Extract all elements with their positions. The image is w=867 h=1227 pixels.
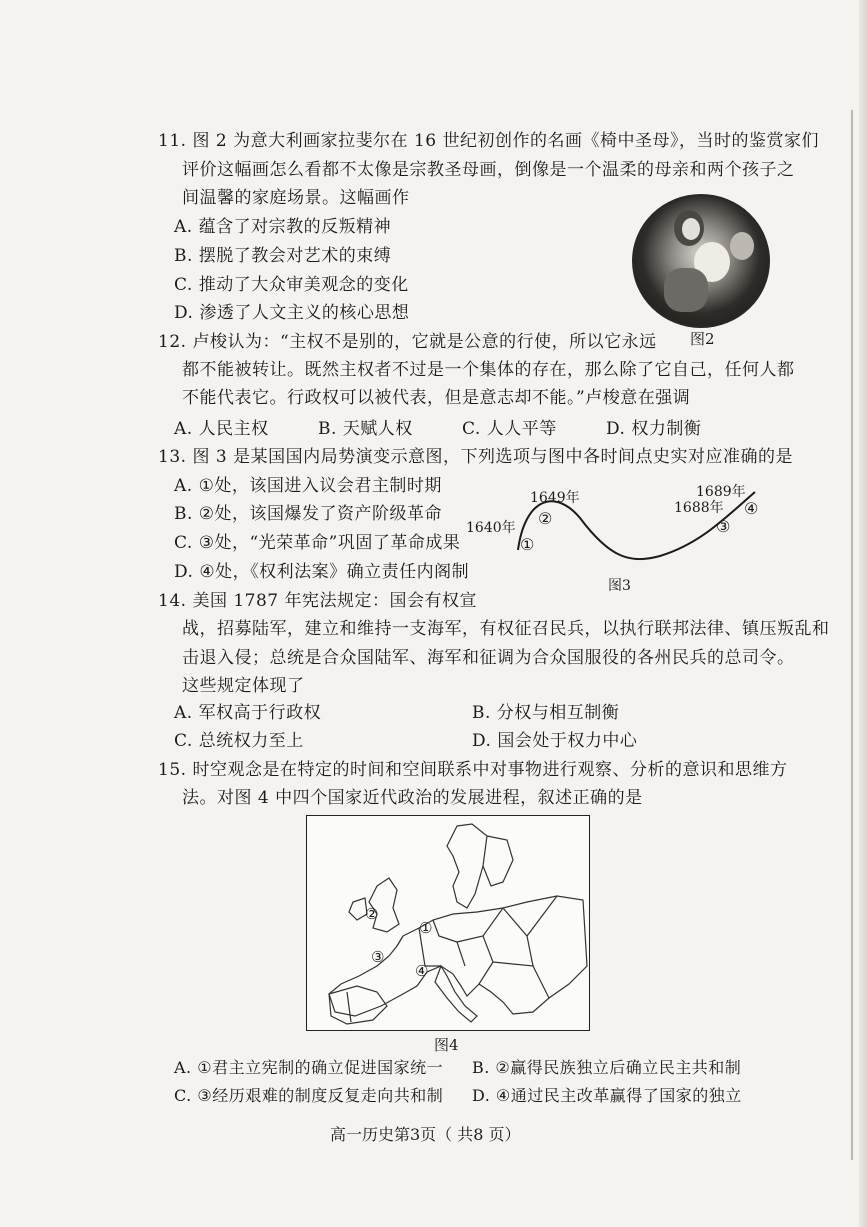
q11-option-a[interactable]: A. 蕴含了对宗教的反叛精神	[174, 217, 392, 237]
figure-4-label: 图4	[434, 1036, 459, 1054]
q14-option-a[interactable]: A. 军权高于行政权	[174, 703, 322, 723]
q14-stem-line-4: 这些规定体现了	[182, 676, 305, 696]
year-1640: 1640年	[466, 520, 516, 536]
border-balkans	[533, 966, 549, 998]
q14-option-b[interactable]: B. 分权与相互制衡	[472, 703, 620, 723]
year-1649: 1649年	[530, 490, 580, 506]
q13-option-a[interactable]: A. ①处，该国进入议会君主制时期	[174, 476, 442, 496]
q12-option-d[interactable]: D. 权力制衡	[606, 419, 702, 439]
page-footer: 高一历史第3页（ 共8 页）	[330, 1125, 521, 1144]
q15-option-d[interactable]: D. ④通过民主改革赢得了国家的独立	[472, 1086, 742, 1105]
q12-option-c[interactable]: C. 人人平等	[462, 419, 557, 439]
border-channel	[397, 936, 403, 946]
q11-option-d[interactable]: D. 渗透了人文主义的核心思想	[174, 303, 410, 323]
figure-2-label: 图2	[690, 330, 715, 348]
q14-stem-line-3: 击退入侵；总统是合众国陆军、海军和征调为合众国服役的各州民兵的总司令。	[182, 648, 795, 668]
q13-option-c[interactable]: C. ③处，“光荣革命”巩固了革命成果	[174, 533, 461, 553]
marker-1: ①	[520, 535, 535, 554]
q11-option-c[interactable]: C. 推动了大众审美观念的变化	[174, 275, 409, 295]
europe-outline	[307, 816, 589, 1030]
q11-stem-line-2: 评价这幅画怎么看都不太像是宗教圣母画，倒像是一个温柔的母亲和两个孩子之	[182, 160, 795, 180]
q13-option-b[interactable]: B. ②处，该国爆发了资产阶级革命	[174, 504, 443, 524]
map-marker-1: ①	[419, 919, 433, 937]
map-marker-2: ②	[365, 905, 379, 923]
q13-stem: 13. 图 3 是某国国内局势演变示意图，下列选项与图中各时间点史实对应准确的是	[158, 447, 794, 467]
q11-stem-line-3: 间温馨的家庭场景。这幅画作	[182, 188, 410, 208]
border-southeast	[493, 936, 533, 966]
q12-option-a[interactable]: A. 人民主权	[174, 419, 269, 439]
scan-edge-line	[851, 110, 853, 1160]
border-portugal	[347, 992, 351, 1022]
q11-option-b[interactable]: B. 摆脱了教会对艺术的束缚	[174, 246, 392, 266]
map-marker-3: ③	[371, 948, 385, 966]
scan-edge	[859, 0, 867, 1227]
map-marker-4: ④	[415, 962, 429, 980]
q15-option-a[interactable]: A. ①君主立宪制的确立促进国家统一	[174, 1058, 444, 1077]
border-germany-east	[433, 920, 465, 966]
q15-option-c[interactable]: C. ③经历艰难的制度反复走向共和制	[174, 1086, 444, 1105]
europe-map	[306, 815, 590, 1031]
q15-stem-line-1: 15. 时空观念是在特定的时间和空间联系中对事物进行观察、分析的意识和思维方	[158, 760, 788, 780]
marker-3: ③	[716, 517, 731, 536]
q13-option-d[interactable]: D. ④处，《权利法案》确立责任内阁制	[174, 562, 470, 582]
q11-stem-line-1: 11. 图 2 为意大利画家拉斐尔在 16 世纪初创作的名画《椅中圣母》，当时的鉴赏家们	[158, 131, 820, 151]
marker-2: ②	[538, 509, 553, 528]
q14-option-c[interactable]: C. 总统权力至上	[174, 731, 304, 751]
scandinavia-outline	[447, 824, 487, 908]
marker-4: ④	[744, 499, 759, 518]
iberia-outline	[329, 986, 387, 1024]
q14-stem-line-1: 14. 美国 1787 年宪法规定：国会有权宣	[158, 591, 478, 611]
italy-outline	[435, 966, 477, 1022]
year-1688: 1688年	[674, 500, 724, 516]
q12-stem-line-1: 12. 卢梭认为：“主权不是别的，它就是公意的行使，所以它永远	[158, 332, 657, 352]
q15-stem-line-2: 法。对图 4 中四个国家近代政治的发展进程，叙述正确的是	[182, 788, 643, 808]
q14-option-d[interactable]: D. 国会处于权力中心	[472, 731, 638, 751]
figure-3-diagram	[460, 478, 760, 596]
q12-stem-line-2: 都不能被转让。既然主权者不过是一个集体的存在，那么除了它自己，任何人都	[182, 360, 795, 380]
border-central	[479, 936, 493, 984]
finland-outline	[483, 836, 513, 886]
figure-3-label: 图3	[608, 578, 631, 594]
madonna-della-seggiola-image	[632, 194, 770, 328]
year-1689: 1689年	[696, 484, 746, 500]
q12-stem-line-3: 不能代表它。行政权可以被代表，但是意志却不能。”卢梭意在强调	[182, 388, 691, 408]
q15-option-b[interactable]: B. ②赢得民族独立后确立民主共和制	[472, 1058, 742, 1077]
q14-stem-line-2: 战，招募陆军，建立和维持一支海军，有权征召民兵，以执行联邦法律、镇压叛乱和	[182, 619, 830, 639]
q12-option-b[interactable]: B. 天赋人权	[318, 419, 413, 439]
